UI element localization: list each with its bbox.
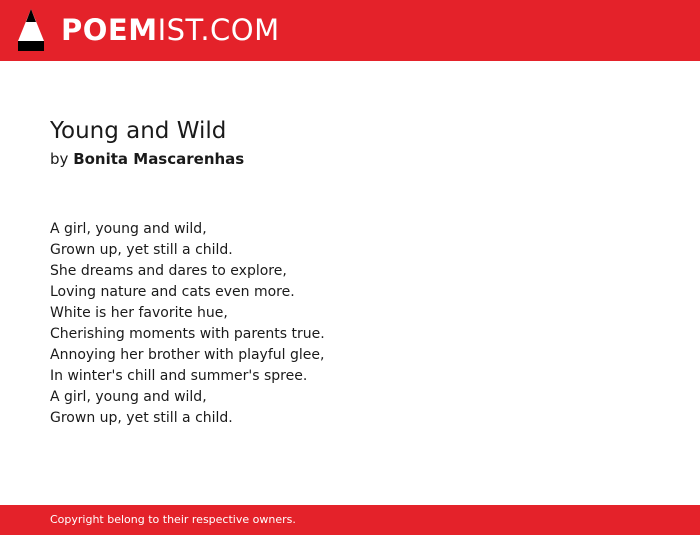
- site-header: [0, 0, 700, 61]
- site-logo-link[interactable]: [17, 8, 280, 52]
- poem-line: Grown up, yet still a child.: [50, 410, 233, 426]
- poem-content: [50, 116, 650, 429]
- poem-line: She dreams and dares to explore,: [50, 263, 287, 279]
- poem-line: A girl, young and wild,: [50, 221, 207, 237]
- logo-text-light: IST.COM: [157, 13, 280, 47]
- poem-line: Loving nature and cats even more.: [50, 284, 295, 300]
- pencil-tip-icon: [17, 8, 45, 52]
- poem-byline: [50, 148, 650, 170]
- footer-copyright: Copyright belong to their respective owners.: [50, 513, 296, 526]
- poem-line: Grown up, yet still a child.: [50, 242, 233, 258]
- poem-author: Bonita Mascarenhas: [73, 150, 245, 168]
- poem-line: In winter's chill and summer's spree.: [50, 368, 308, 384]
- site-logo-text: [61, 8, 280, 52]
- byline-label: by: [50, 150, 69, 168]
- poem-title: Young and Wild: [50, 118, 227, 144]
- poem-line: Annoying her brother with playful glee,: [50, 347, 325, 363]
- poem-line: A girl, young and wild,: [50, 389, 207, 405]
- poem-body: [50, 219, 650, 429]
- logo-text-bold: POEM: [61, 13, 158, 47]
- poem-line: White is her favorite hue,: [50, 305, 228, 321]
- site-footer: [0, 505, 700, 535]
- poem-line: Cherishing moments with parents true.: [50, 326, 325, 342]
